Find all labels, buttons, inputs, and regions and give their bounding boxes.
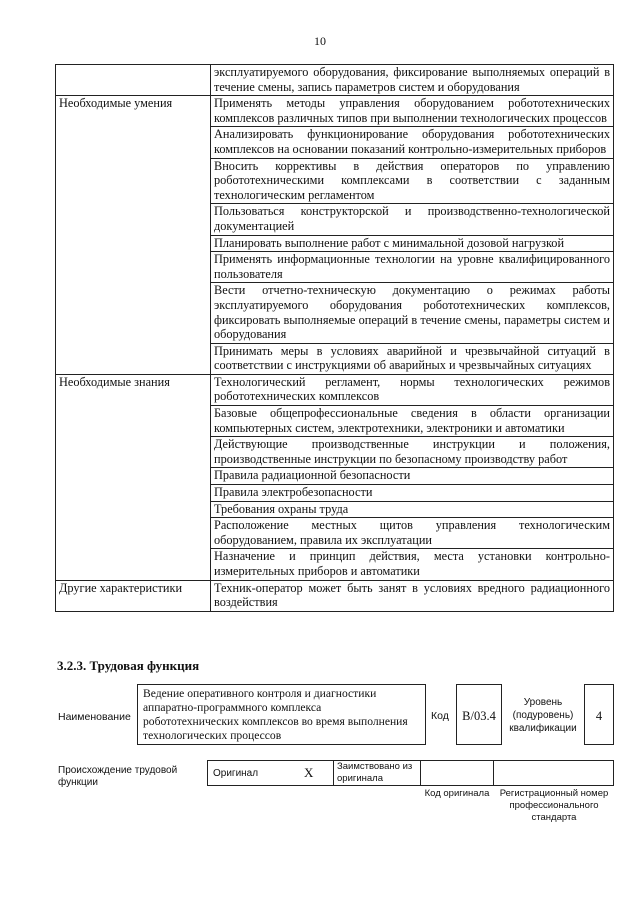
row-item: Правила электробезопасности bbox=[211, 485, 614, 502]
level-value-box bbox=[584, 684, 614, 745]
row-item: Расположение местных щитов управления технологическим оборудованием, правила их эксплуатации bbox=[211, 518, 614, 549]
reg-number-caption: Регистрационный номер профессионального стандарта bbox=[499, 788, 609, 823]
origin-divider bbox=[420, 760, 421, 786]
table-row bbox=[56, 580, 614, 611]
row-label bbox=[56, 65, 211, 96]
row-item: Планировать выполнение работ с минимальной дозовой нагрузкой bbox=[211, 235, 614, 252]
original-mark: X bbox=[304, 765, 314, 780]
origin-divider bbox=[493, 760, 494, 786]
code-original-caption: Код оригинала bbox=[424, 788, 490, 799]
code-label: Код bbox=[431, 710, 449, 722]
table-row bbox=[56, 96, 614, 127]
name-label: Наименование bbox=[58, 711, 131, 723]
page-number: 10 bbox=[314, 34, 326, 48]
original-label: Оригинал bbox=[213, 768, 259, 779]
row-item: Применять методы управления оборудованием робототехнических комплексов различных типов при выполнении технологических процессов bbox=[211, 96, 614, 127]
origin-divider bbox=[333, 760, 334, 786]
row-label: Необходимые умения bbox=[56, 96, 211, 375]
row-item: Техник-оператор может быть занят в условиях вредного радиационного воздействия bbox=[211, 580, 614, 611]
table-row bbox=[56, 374, 614, 405]
row-item: Принимать меры в условиях аварийной и чрезвычайной ситуаций в соответствии с инструкциями об аварийных и чрезвычайных ситуациях bbox=[211, 343, 614, 374]
function-name: Ведение оперативного контроля и диагностики аппаратно-программного комплекса робототехнических комплексов во время выполнения технологических процессов bbox=[143, 687, 408, 742]
code-value-box bbox=[456, 684, 502, 745]
row-label: Необходимые знания bbox=[56, 374, 211, 580]
row-item: Назначение и принцип действия, места установки контрольно-измерительных приборов и автоматики bbox=[211, 549, 614, 580]
row-label: Другие характеристики bbox=[56, 580, 211, 611]
row-item: Вести отчетно-техническую документацию о режимах работы эксплуатируемого оборудования робототехнических комплексов, фиксировать выполняемые операций в течение смены, параметры систем и оборудования bbox=[211, 283, 614, 343]
row-item: Пользоваться конструкторской и производственно-технологической документацией bbox=[211, 204, 614, 235]
row-item: Вносить коррективы в действия операторов по управлению робототехническими комплексами в соответствии с заданным технологическим регламентом bbox=[211, 158, 614, 204]
skills-knowledge-table bbox=[55, 64, 614, 612]
row-item: Правила радиационной безопасности bbox=[211, 468, 614, 485]
level-value: 4 bbox=[595, 709, 603, 723]
section-title: 3.2.3. Трудовая функция bbox=[57, 658, 200, 673]
name-value-box bbox=[137, 684, 426, 745]
row-item: эксплуатируемого оборудования, фиксирование выполняемых операций в течение смены, запись параметров систем и оборудования bbox=[211, 65, 614, 96]
row-item: Технологический регламент, нормы технологических режимов робототехнических комплексов bbox=[211, 374, 614, 405]
row-item: Действующие производственные инструкции и положения, производственные инструкции по безопасному производству работ bbox=[211, 437, 614, 468]
level-label: Уровень (подуровень) квалификации bbox=[509, 697, 577, 734]
row-item: Требования охраны труда bbox=[211, 501, 614, 518]
row-item: Применять информационные технологии на уровне квалифицированного пользователя bbox=[211, 252, 614, 283]
origin-label: Происхождение трудовой функции bbox=[58, 765, 178, 788]
code-value: В/03.4 bbox=[462, 709, 496, 723]
row-item: Анализировать функционирование оборудования робототехнических комплексов на основании показаний контрольно-измерительных приборов bbox=[211, 127, 614, 158]
row-item: Базовые общепрофессиональные сведения в области организации компьютерных систем, электротехники, электроники и автоматики bbox=[211, 406, 614, 437]
borrowed-label: Заимствовано из оригинала bbox=[337, 761, 413, 784]
table-row bbox=[56, 65, 614, 96]
